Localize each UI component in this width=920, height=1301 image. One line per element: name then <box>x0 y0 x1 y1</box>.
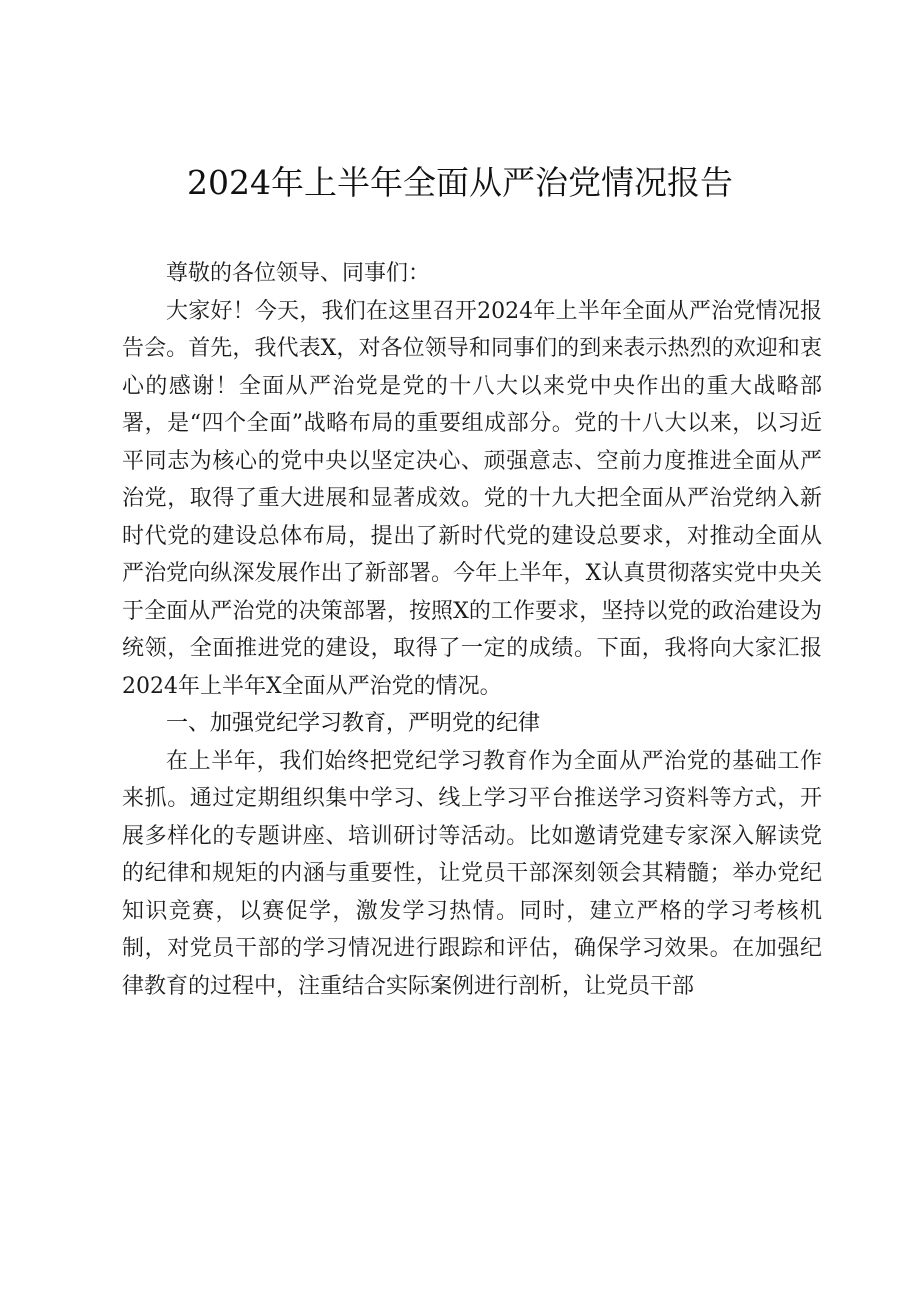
salutation: 尊敬的各位领导、同事们： <box>166 261 431 286</box>
document-title: 2024年上半年全面从严治党情况报告 <box>187 163 733 202</box>
document-body <box>122 255 822 1005</box>
section-heading: 一、加强党纪学习教育，严明党的纪律 <box>166 711 541 736</box>
section-paragraph: 在上半年，我们始终把党纪学习教育作为全面从严治党的基础工作来抓。通过定期组织集中学习、线上学习平台推送学习资料等方式，开展多样化的专题讲座、培训研讨等活动。比如邀请党建专家深入解读党的纪律和规矩的内涵与重要性，让党员干部深刻领会其精髓；举办党纪知识竞赛，以赛促学，激发学习热情。同时，建立严格的学习考核机制，对党员干部的学习情况进行跟踪和评估，确保学习效果。在加强纪律教育的过程中，注重结合实际案例进行剖析，让党员干部 <box>122 748 822 999</box>
intro-paragraph: 大家好！今天，我们在这里召开2024年上半年全面从严治党情况报告会。首先，我代表X，对各位领导和同事们的到来表示热烈的欢迎和衷心的感谢！全面从严治党是党的十八大以来党中央作出的重大战略部署，是“四个全面”战略布局的重要组成部分。党的十八大以来，以习近平同志为核心的党中央以坚定决心、顽强意志、空前力度推进全面从严治党，取得了重大进展和显著成效。党的十九大把全面从严治党纳入新时代党的建设总体布局，提出了新时代党的建设总要求，对推动全面从严治党向纵深发展作出了新部署。今年上半年，X认真贯彻落实党中央关于全面从严治党的决策部署，按照X的工作要求，坚持以党的政治建设为统领，全面推进党的建设，取得了一定的成绩。下面，我将向大家汇报2024年上半年X全面从严治党的情况。 <box>122 298 822 699</box>
